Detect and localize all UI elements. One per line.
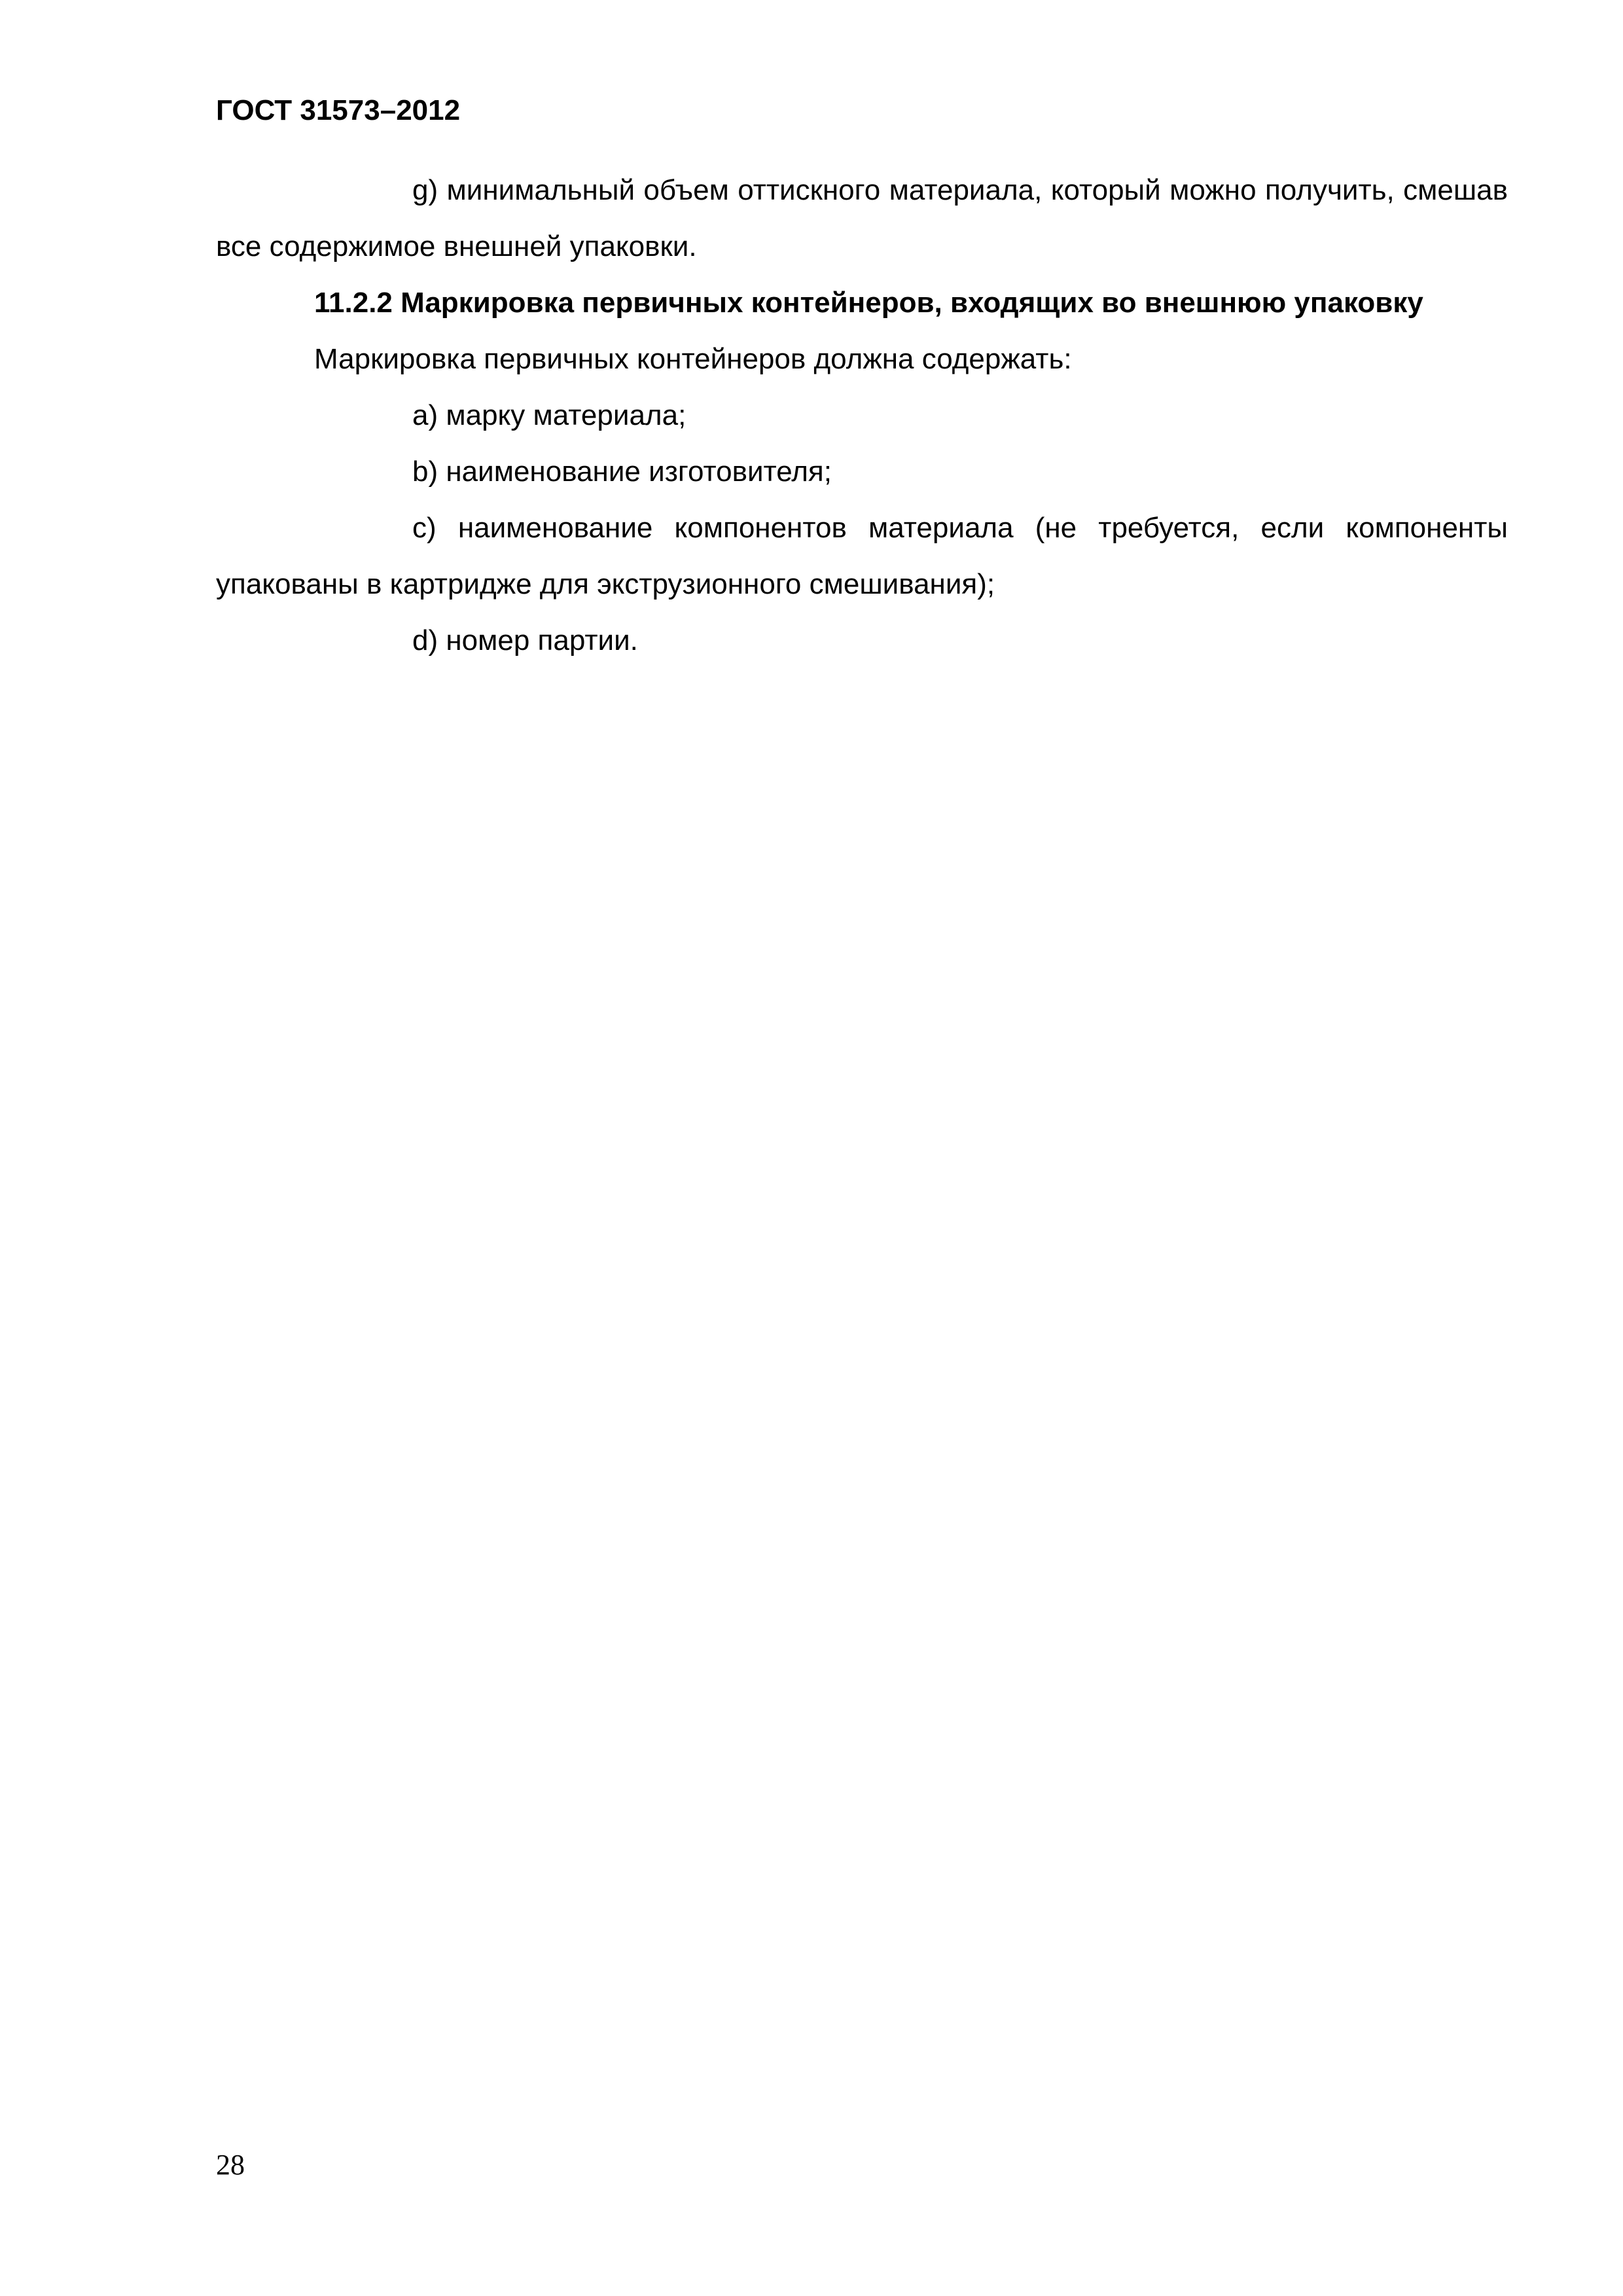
list-item-a <box>216 387 1508 444</box>
list-item-text: номер партии. <box>446 624 638 656</box>
list-item-label: c) <box>412 512 437 544</box>
list-item-b <box>216 444 1508 500</box>
list-item-label: a) <box>412 399 438 431</box>
section-number: 11.2.2 <box>314 287 393 319</box>
list-item-text: минимальный объем оттискного материала, который можно получить, смешав все содержимое внешней упаковки. <box>216 174 1508 262</box>
section-heading <box>216 275 1508 331</box>
list-item-label: d) <box>412 624 438 656</box>
list-item-d <box>216 613 1508 669</box>
list-item-text: марку материала; <box>446 399 687 431</box>
list-item-text: наименование компонентов материала (не требуется, если компоненты упакованы в картридже для экструзионного смешивания); <box>216 512 1508 600</box>
section-title: Маркировка первичных контейнеров, входящих во внешнюю упаковку <box>401 287 1423 319</box>
list-item-text: наименование изготовителя; <box>446 456 832 488</box>
list-item-c <box>216 500 1508 613</box>
list-item-g <box>216 162 1508 275</box>
page-number: 28 <box>216 2149 245 2181</box>
list-item-label: b) <box>412 456 438 488</box>
document-header: ГОСТ 31573–2012 <box>216 94 461 126</box>
paragraph-text: Маркировка первичных контейнеров должна содержать: <box>314 343 1072 375</box>
document-body <box>216 162 1508 669</box>
list-item-label: g) <box>412 174 438 206</box>
intro-paragraph <box>216 331 1508 387</box>
